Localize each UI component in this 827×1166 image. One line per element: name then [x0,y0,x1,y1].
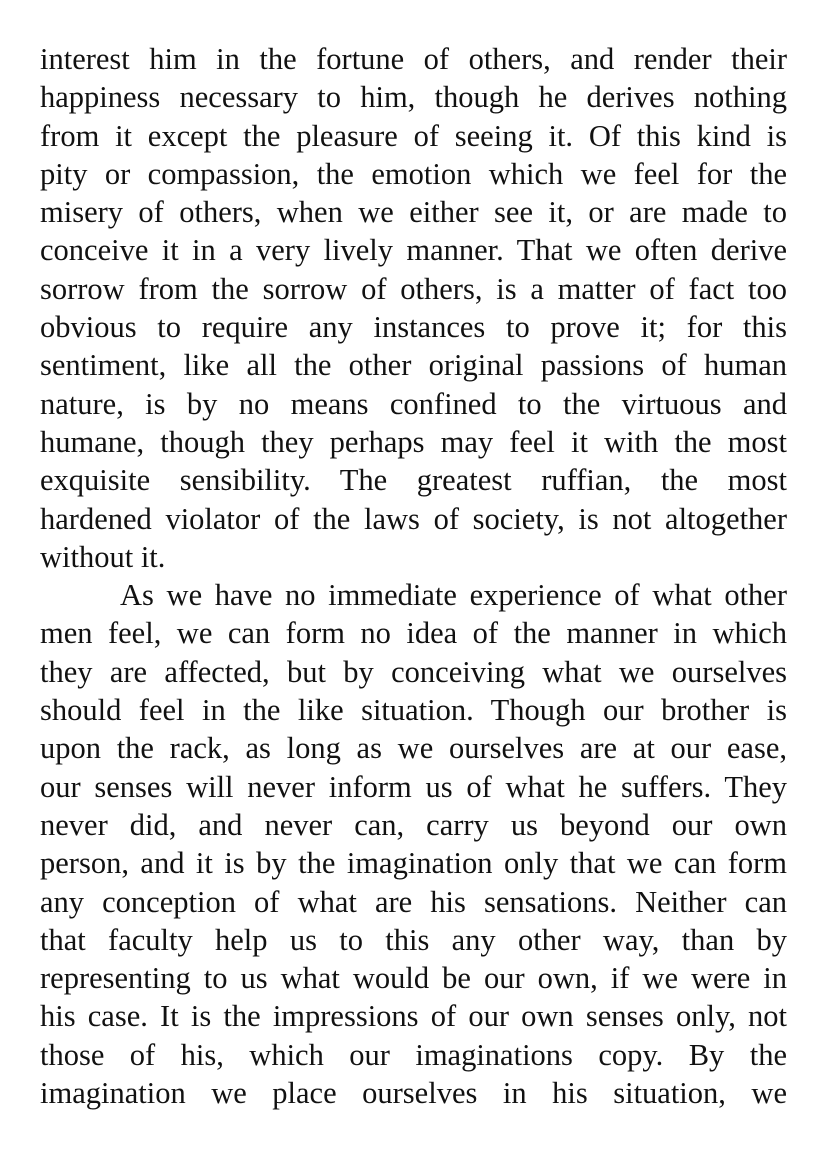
text-line: should feel in the like situation. Though our brother is [40,693,787,728]
text-line: interest him in the fortune of others, and render their [40,42,787,76]
text-line: never did, and never can, carry us beyond our own [40,807,787,842]
text-line: imagination we place ourselves in his situation, we [40,1076,787,1111]
paragraph-2 [40,576,787,1112]
text-line: they are affected, but by conceiving what we ourselves [40,654,787,689]
text-line: As we have no immediate experience of what other [120,578,787,613]
text-line: that faculty help us to this any other way, than by [40,922,787,957]
text-line: exquisite sensibility. The greatest ruffian, the most [40,463,787,498]
text-line: conceive it in a very lively manner. That we often derive [40,233,787,268]
text-line: his case. It is the impressions of our own senses only, not [40,999,787,1034]
text-line: pity or compassion, the emotion which we feel for the [40,156,787,191]
text-line: sorrow from the sorrow of others, is a matter of fact too [40,271,787,306]
text-line: happiness necessary to him, though he derives nothing [40,80,787,115]
text-line: without it. [40,539,166,574]
text-line: misery of others, when we either see it, or are made to [40,195,787,230]
text-line: sentiment, like all the other original passions of human [40,348,787,383]
document-page [40,40,787,1112]
text-line: obvious to require any instances to prove it; for this [40,310,787,345]
text-line: person, and it is by the imagination only that we can form [40,846,787,881]
text-line: hardened violator of the laws of society, is not altogether [40,501,787,536]
text-line: upon the rack, as long as we ourselves are at our ease, [40,731,787,766]
text-line: any conception of what are his sensations. Neither can [40,884,787,919]
text-line: those of his, which our imaginations copy. By the [40,1037,787,1072]
text-line: men feel, we can form no idea of the manner in which [40,616,787,651]
text-line: representing to us what would be our own, if we were in [40,961,787,996]
text-line: our senses will never inform us of what he suffers. They [40,769,787,804]
text-line: nature, is by no means confined to the virtuous and [40,386,787,421]
text-line: humane, though they perhaps may feel it with the most [40,424,787,459]
text-line: from it except the pleasure of seeing it. Of this kind is [40,118,787,153]
paragraph-1 [40,40,787,576]
